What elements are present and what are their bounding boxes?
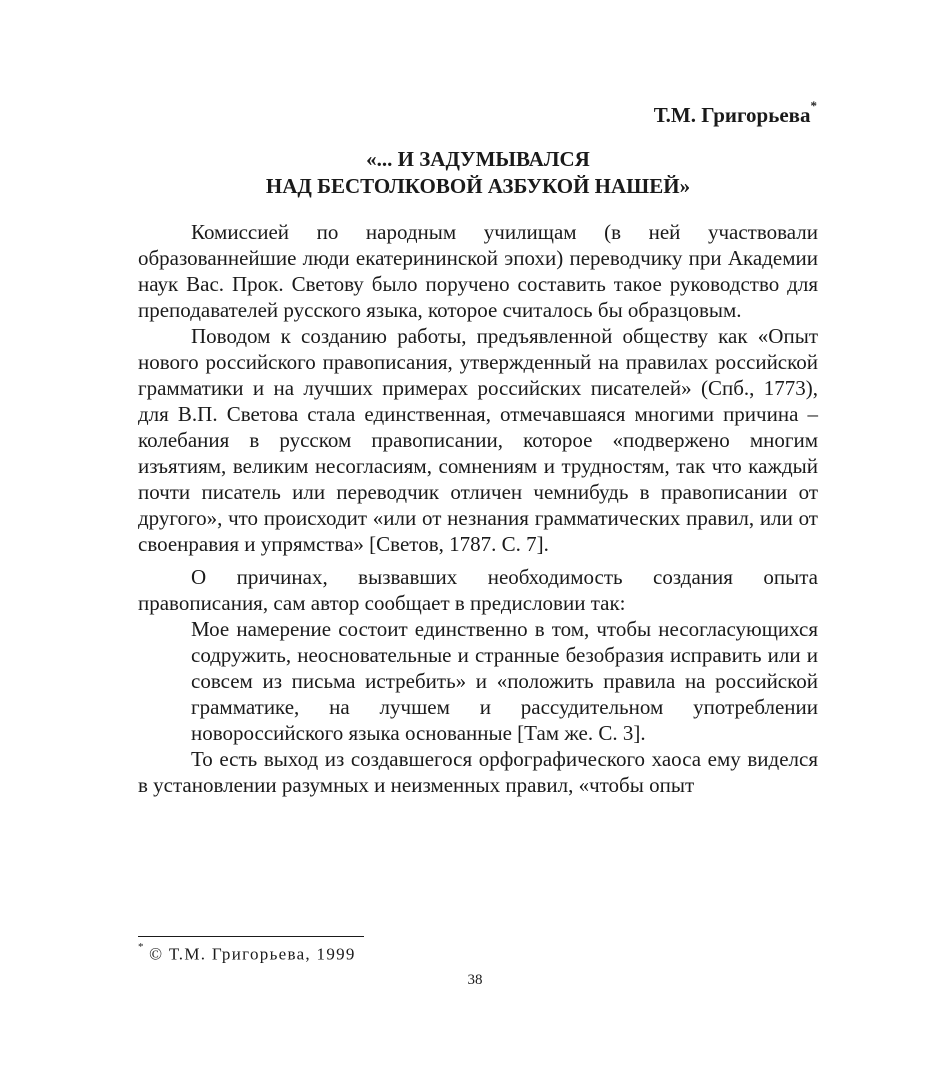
paragraph-3: О причинах, вызвавших необходимость создания опыта правописания, сам автор сообщает в предисловии так: bbox=[138, 565, 818, 615]
footnote bbox=[138, 941, 356, 965]
article-title bbox=[138, 146, 818, 200]
block-quote: Мое намерение состоит единственно в том, чтобы несогласующихся содружить, неосновательные и странные безобразия исправить или и совсем из письма истребить» и «положить правила на российской грамматике, на лучшем и рассудительном употреблении новороссийского языка основанные [Там же. С. 3]. bbox=[191, 617, 818, 745]
author-name-text: Т.М. Григорьева bbox=[653, 103, 811, 127]
author-footnote-mark: * bbox=[810, 98, 817, 113]
page-number: 38 bbox=[467, 972, 483, 988]
title-line-2: НАД БЕСТОЛКОВОЙ АЗБУКОЙ НАШЕЙ» bbox=[265, 174, 691, 198]
paragraph-1: Комиссией по народным училищам (в ней участвовали образованнейшие люди екатерининской эпохи) переводчику при Академии наук Вас. Прок. Светову было поручено составить такое руководство для преподавателей русского языка, которое считалось бы образцовым. bbox=[138, 220, 818, 322]
article-body bbox=[138, 219, 818, 798]
title-line-1: «... И ЗАДУМЫВАЛСЯ bbox=[366, 147, 590, 171]
footnote-mark: * bbox=[138, 941, 144, 953]
paragraph-4: То есть выход из создавшегося орфографического хаоса ему виделся в установлении разумных и неизменных правил, «чтобы опыт bbox=[138, 747, 818, 797]
footnote-text: © Т.М. Григорьева, 1999 bbox=[149, 944, 356, 964]
footnote-divider bbox=[138, 936, 364, 937]
author-name bbox=[653, 98, 817, 128]
paragraph-2: Поводом к созданию работы, предъявленной обществу как «Опыт нового российского правописания, утвержденный на правилах российской грамматики и на лучших примерах российских писателей» (Спб., 1773), для В.П. Светова стала единственная, отмечавшаяся многими причина – колебания в русском правописании, которое «подвержено многим изъятиям, великим несогласиям, сомнениям и трудностям, так что каждый почти писатель или переводчик отличен чемнибудь в правописании от другого», что происходит «или от незнания грамматических правил, или от своенравия и упрямства» [Светов, 1787. С. 7]. bbox=[138, 324, 818, 556]
